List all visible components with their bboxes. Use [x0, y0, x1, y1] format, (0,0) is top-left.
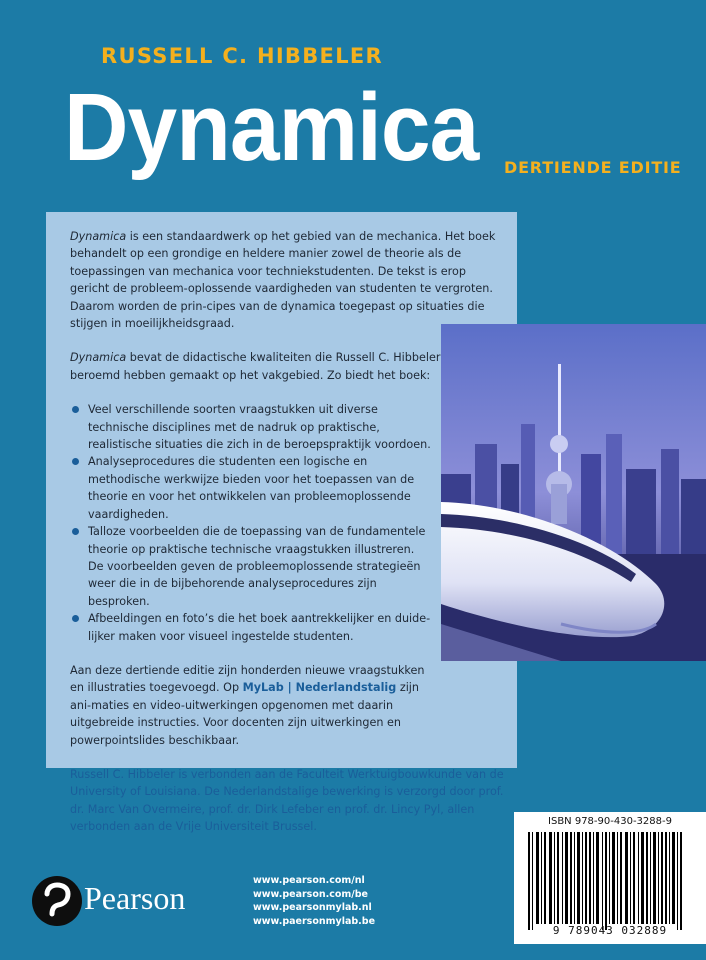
book-title: Dynamica: [64, 74, 479, 181]
blurb-paragraph-1: [70, 228, 504, 332]
book-title-italic: Dynamica: [70, 230, 127, 243]
paragraph-text: zijn ani-maties en video-uitwerkingen opgenomen met daarin uitgebreide instructies. Voor docenten zijn uitwerkingen en powerpointslides beschikbaar.: [70, 681, 420, 747]
url-link[interactable]: www.pearson.com/nl: [253, 875, 365, 886]
list-item-text: Afbeeldingen en foto’s die het boek aantrekkelijker en duide-lijker maken voor visueel ingestelde studenten.: [88, 612, 431, 643]
feature-list: [70, 401, 432, 645]
list-item: [70, 401, 432, 453]
list-item: [70, 610, 432, 645]
blurb-paragraph-3: [70, 662, 432, 749]
list-item: [70, 523, 432, 610]
mylab-link[interactable]: MyLab | Nederlandstalig: [242, 681, 397, 695]
publisher-name: Pearson: [84, 880, 186, 916]
list-item-text: Talloze voorbeelden die de toepassing van de fundamentele theorie op praktische technische vraagstukken illustreren. De voorbeelden geven de probleemoplossende strategieën weer die in de bijbehorende analyseprocedures zijn besproken.: [88, 525, 426, 608]
bullet-icon: [72, 615, 79, 622]
isbn-label: ISBN 978-90-430-3288-9: [548, 816, 672, 827]
author-name: RUSSELL C. HIBBELER: [101, 44, 383, 68]
isbn-barcode-box: [514, 812, 706, 944]
paragraph-text: Aan deze dertiende editie zijn honderden nieuwe vraagstukken en illustraties toegevoegd. Op: [70, 663, 425, 695]
list-item-text: Veel verschillende soorten vraagstukken uit diverse technische disciplines met de nadruk op praktische, realistische situaties die zich in de beroepspraktijk voordoen.: [88, 403, 431, 452]
url-link[interactable]: www.pearsonmylab.nl: [253, 902, 372, 913]
author-bio: Russell C. Hibbeler is verbonden aan de Faculteit Werktuigbouwkunde van de University of Louisiana. De Nederlandstalige bewerking is verzorgd door prof. dr. Marc Van Overmeire, prof. dr. Dirk Lefeber en prof. dr. Lincy Pyl, allen verbonden aan de Vrije Universiteit Brussel.: [70, 767, 504, 834]
url-link[interactable]: www.pearson.com/be: [253, 888, 368, 900]
blurb-text: [70, 228, 504, 853]
bullet-icon: [72, 406, 79, 413]
list-item-text: Analyseprocedures die studenten een logische en methodische werkwijze bieden voor het toepassen van de theorie en voor het ontwikkelen van probleemoplossende vaardigheden.: [88, 455, 415, 521]
list-item: [70, 453, 432, 523]
pearson-logo-icon: [32, 876, 82, 926]
edition-label: DERTIENDE EDITIE: [504, 158, 682, 177]
publisher-urls: [253, 874, 375, 928]
blurb-paragraph-2: [70, 349, 442, 384]
paragraph-text: bevat de didactische kwaliteiten die Russell C. Hibbeler beroemd hebben gemaakt op het vakgebied. Zo biedt het boek:: [70, 351, 441, 382]
cover-photo-train-city: [441, 324, 706, 661]
bullet-icon: [72, 528, 79, 535]
paragraph-text: is een standaardwerk op het gebied van de mechanica. Het boek behandelt op een grondige en heldere manier zowel de theorie als de toepassingen van mechanica voor techniekstudenten. De tekst is erop gericht de probleem-oplossende vaardigheden van studenten te vergroten. Daarom worden de prin-cipes van de dynamica toegepast op situaties die stijgen in moeilijkheidsgraad.: [70, 230, 496, 331]
bullet-icon: [72, 458, 79, 465]
url-link[interactable]: www.paersonmylab.be: [253, 915, 376, 927]
isbn-digits: 9 789043 032889: [552, 924, 668, 937]
book-title-italic: Dynamica: [70, 351, 127, 365]
